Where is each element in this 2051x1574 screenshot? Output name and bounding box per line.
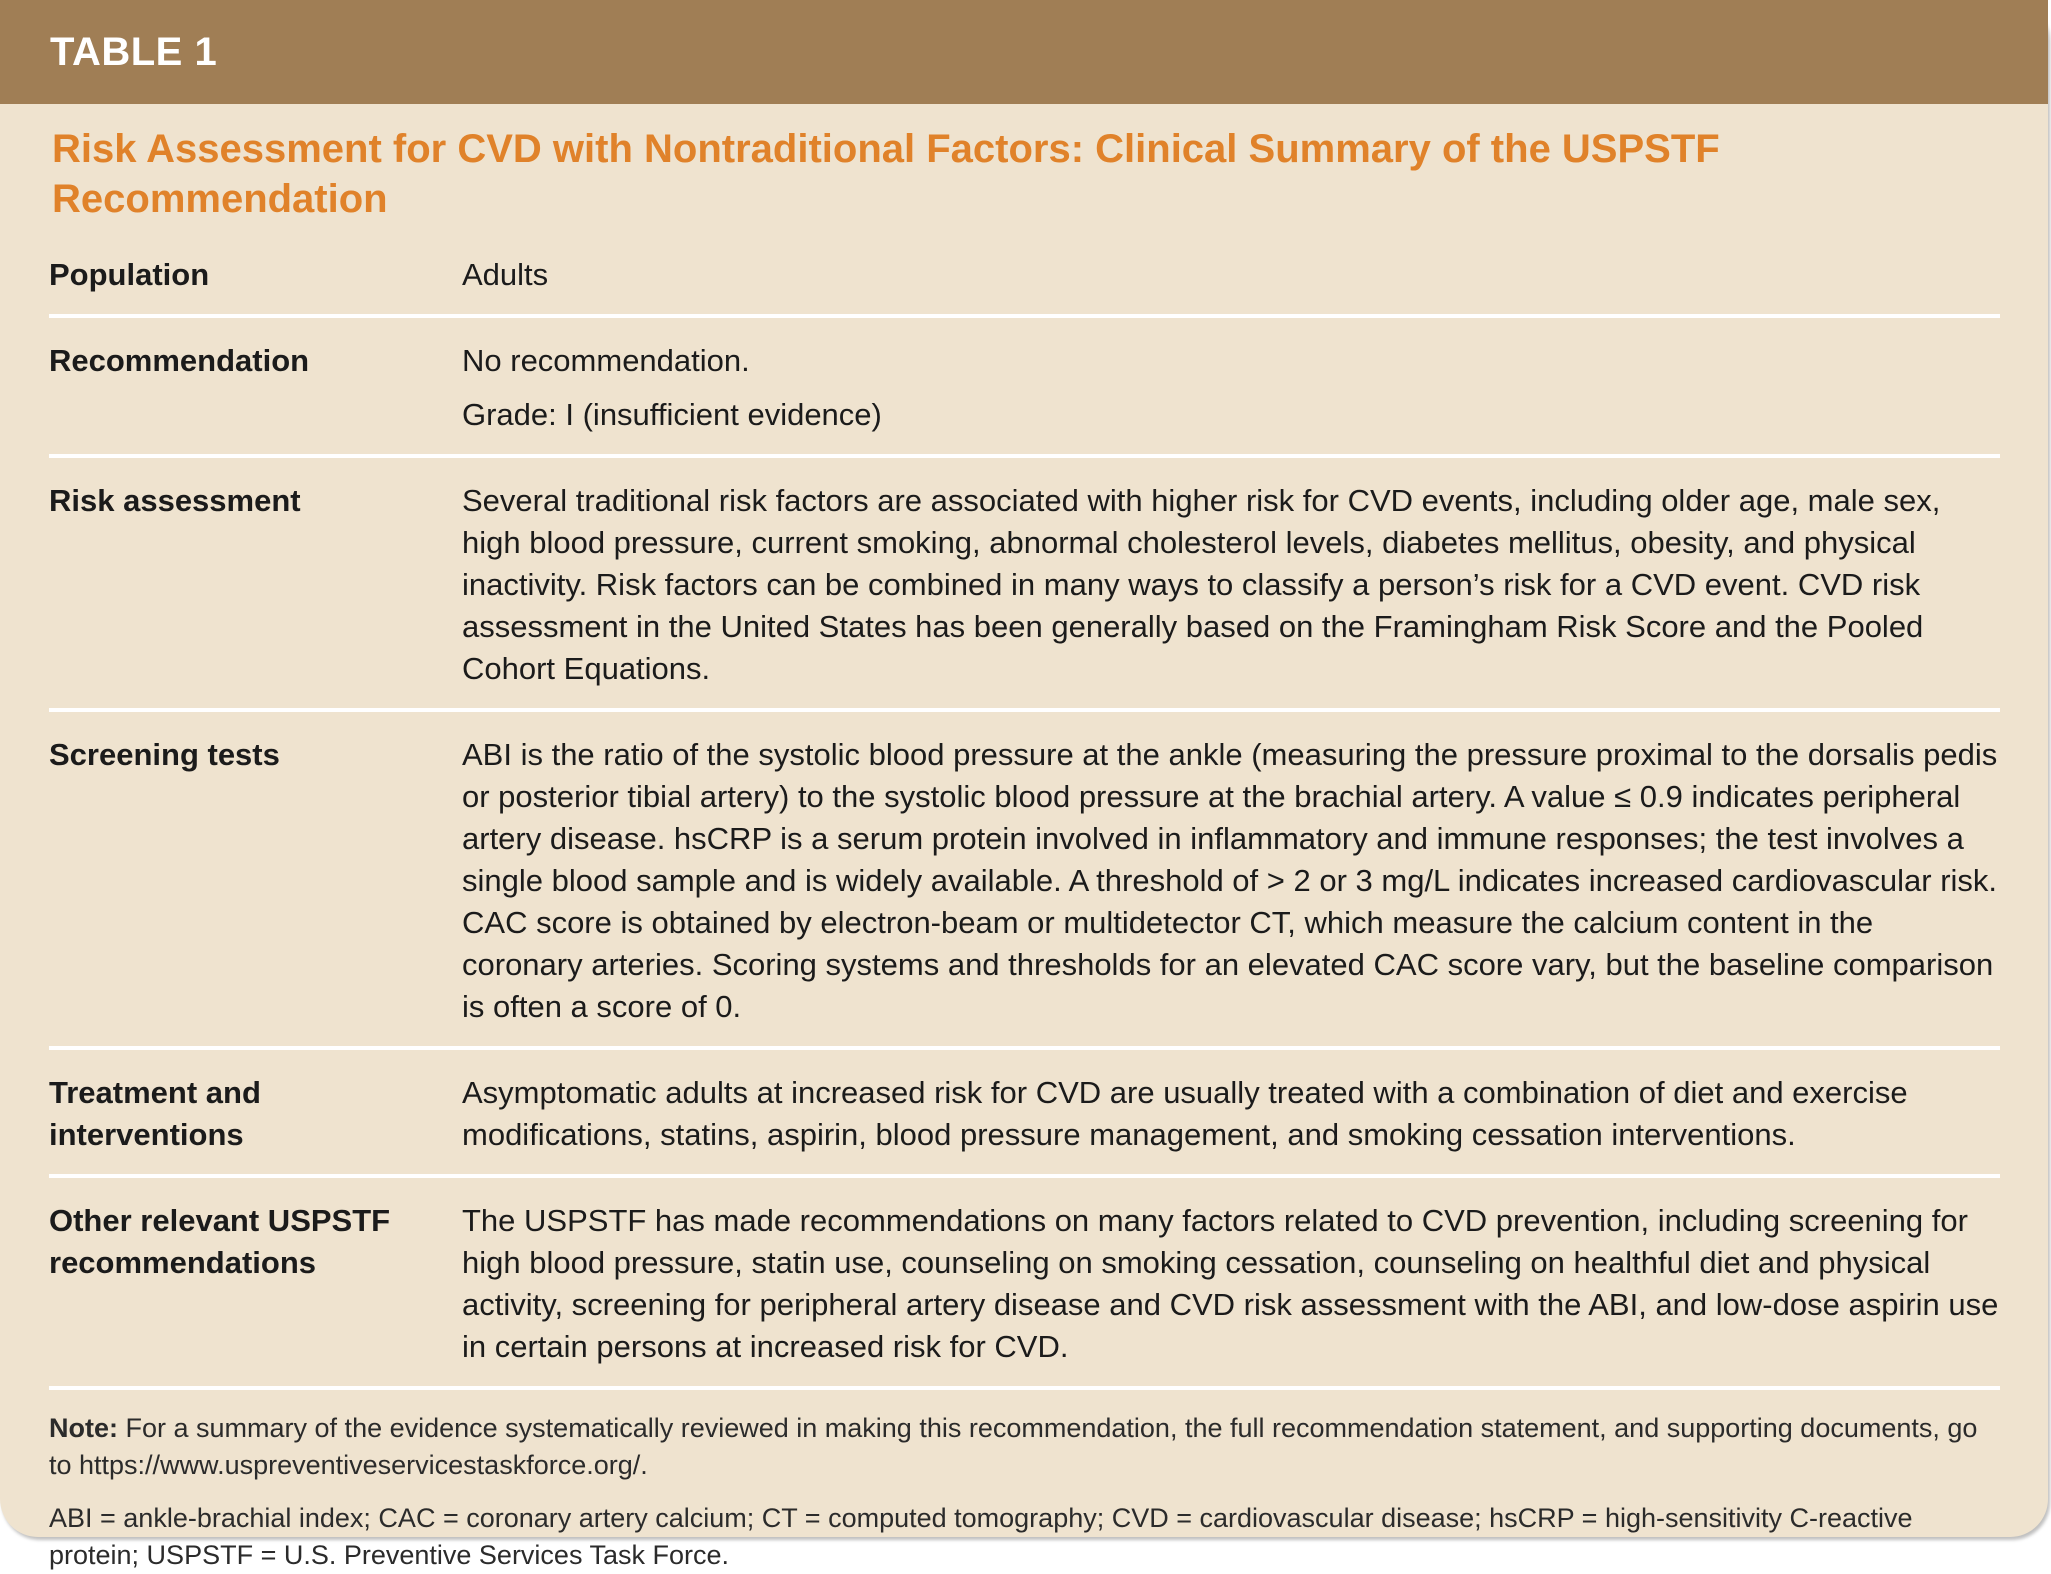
table-title: Risk Assessment for CVD with Nontraditional Factors: Clinical Summary of the USPSTF Recommendation [52, 127, 1720, 221]
table-row-treatment [49, 1050, 2000, 1178]
row-label: Population [49, 257, 210, 292]
note-label: Note: [49, 1413, 118, 1443]
summary-table [49, 244, 2000, 1390]
row-label: Other relevant USPSTF recommendations [49, 1203, 391, 1280]
row-label: Screening tests [49, 737, 280, 772]
table-row-screening-tests [49, 712, 2000, 1050]
row-content [462, 1200, 2000, 1368]
table-notes [49, 1410, 2000, 1574]
row-text: Several traditional risk factors are associated with higher risk for CVD events, including older age, male sex, high blood pressure, current smoking, abnormal cholesterol levels, diabetes mellitus, obesity, and physical inactivity. Risk factors can be combined in many ways to classify a person’s risk for a CVD event. CVD risk assessment in the United States has been generally based on the Framingham Risk Score and the Pooled Cohort Equations. [462, 483, 1941, 686]
row-label: Risk assessment [49, 483, 301, 518]
row-text: Adults [462, 257, 549, 292]
row-content [462, 1072, 2000, 1156]
table-row-recommendation [49, 318, 2000, 458]
row-label: Recommendation [49, 343, 310, 378]
row-text: No recommendation. [462, 343, 750, 378]
row-content [462, 734, 2000, 1028]
row-text: ABI is the ratio of the systolic blood pressure at the ankle (measuring the pressure proximal to the dorsalis pedis or posterior tibial artery) to the systolic blood pressure at the brachial artery. A value ≤ 0.9 indicates peripheral artery disease. hsCRP is a serum protein involved in inflammatory and immune responses; the test involves a single blood sample and is widely available. A threshold of > 2 or 3 mg/L indicates increased cardiovascular risk. CAC score is obtained by electron-beam or multidetector CT, which measure the calcium content in the coronary arteries. Scoring systems and thresholds for an elevated CAC score vary, but the baseline comparison is often a score of 0. [462, 737, 1998, 1024]
row-content [462, 480, 2000, 690]
row-text: Asymptomatic adults at increased risk for CVD are usually treated with a combination of diet and exercise modifications, statins, aspirin, blood pressure management, and smoking cessation interventions. [462, 1075, 1908, 1152]
table-header-bar [0, 0, 2048, 104]
row-text: Grade: I (insufficient evidence) [462, 397, 882, 432]
row-content [462, 340, 2000, 436]
table-number-label: TABLE 1 [50, 29, 218, 74]
abbreviations-text: ABI = ankle-brachial index; CAC = coronary artery calcium; CT = computed tomography; CVD = cardiovascular disease; hsCRP = high-sensitivity C-reactive protein; USPSTF = U.S. Preventive Services Task Force. [49, 1503, 1913, 1570]
table-row-risk-assessment [49, 458, 2000, 712]
note-paragraph [49, 1410, 2000, 1484]
table-row-population [49, 244, 2000, 318]
note-text: For a summary of the evidence systematically reviewed in making this recommendation, the full recommendation statement, and supporting documents, go to https://www.uspreventiveservicestaskforce.org/. [49, 1413, 1978, 1480]
table-row-other-recommendations [49, 1178, 2000, 1390]
row-content [462, 254, 2000, 296]
row-label: Treatment and interventions [49, 1075, 261, 1152]
row-text: The USPSTF has made recommendations on many factors related to CVD prevention, including screening for high blood pressure, statin use, counseling on smoking cessation, counseling on healthful diet and physical activity, screening for peripheral artery disease and CVD risk assessment with the ABI, and low-dose aspirin use in certain persons at increased risk for CVD. [462, 1203, 1999, 1364]
